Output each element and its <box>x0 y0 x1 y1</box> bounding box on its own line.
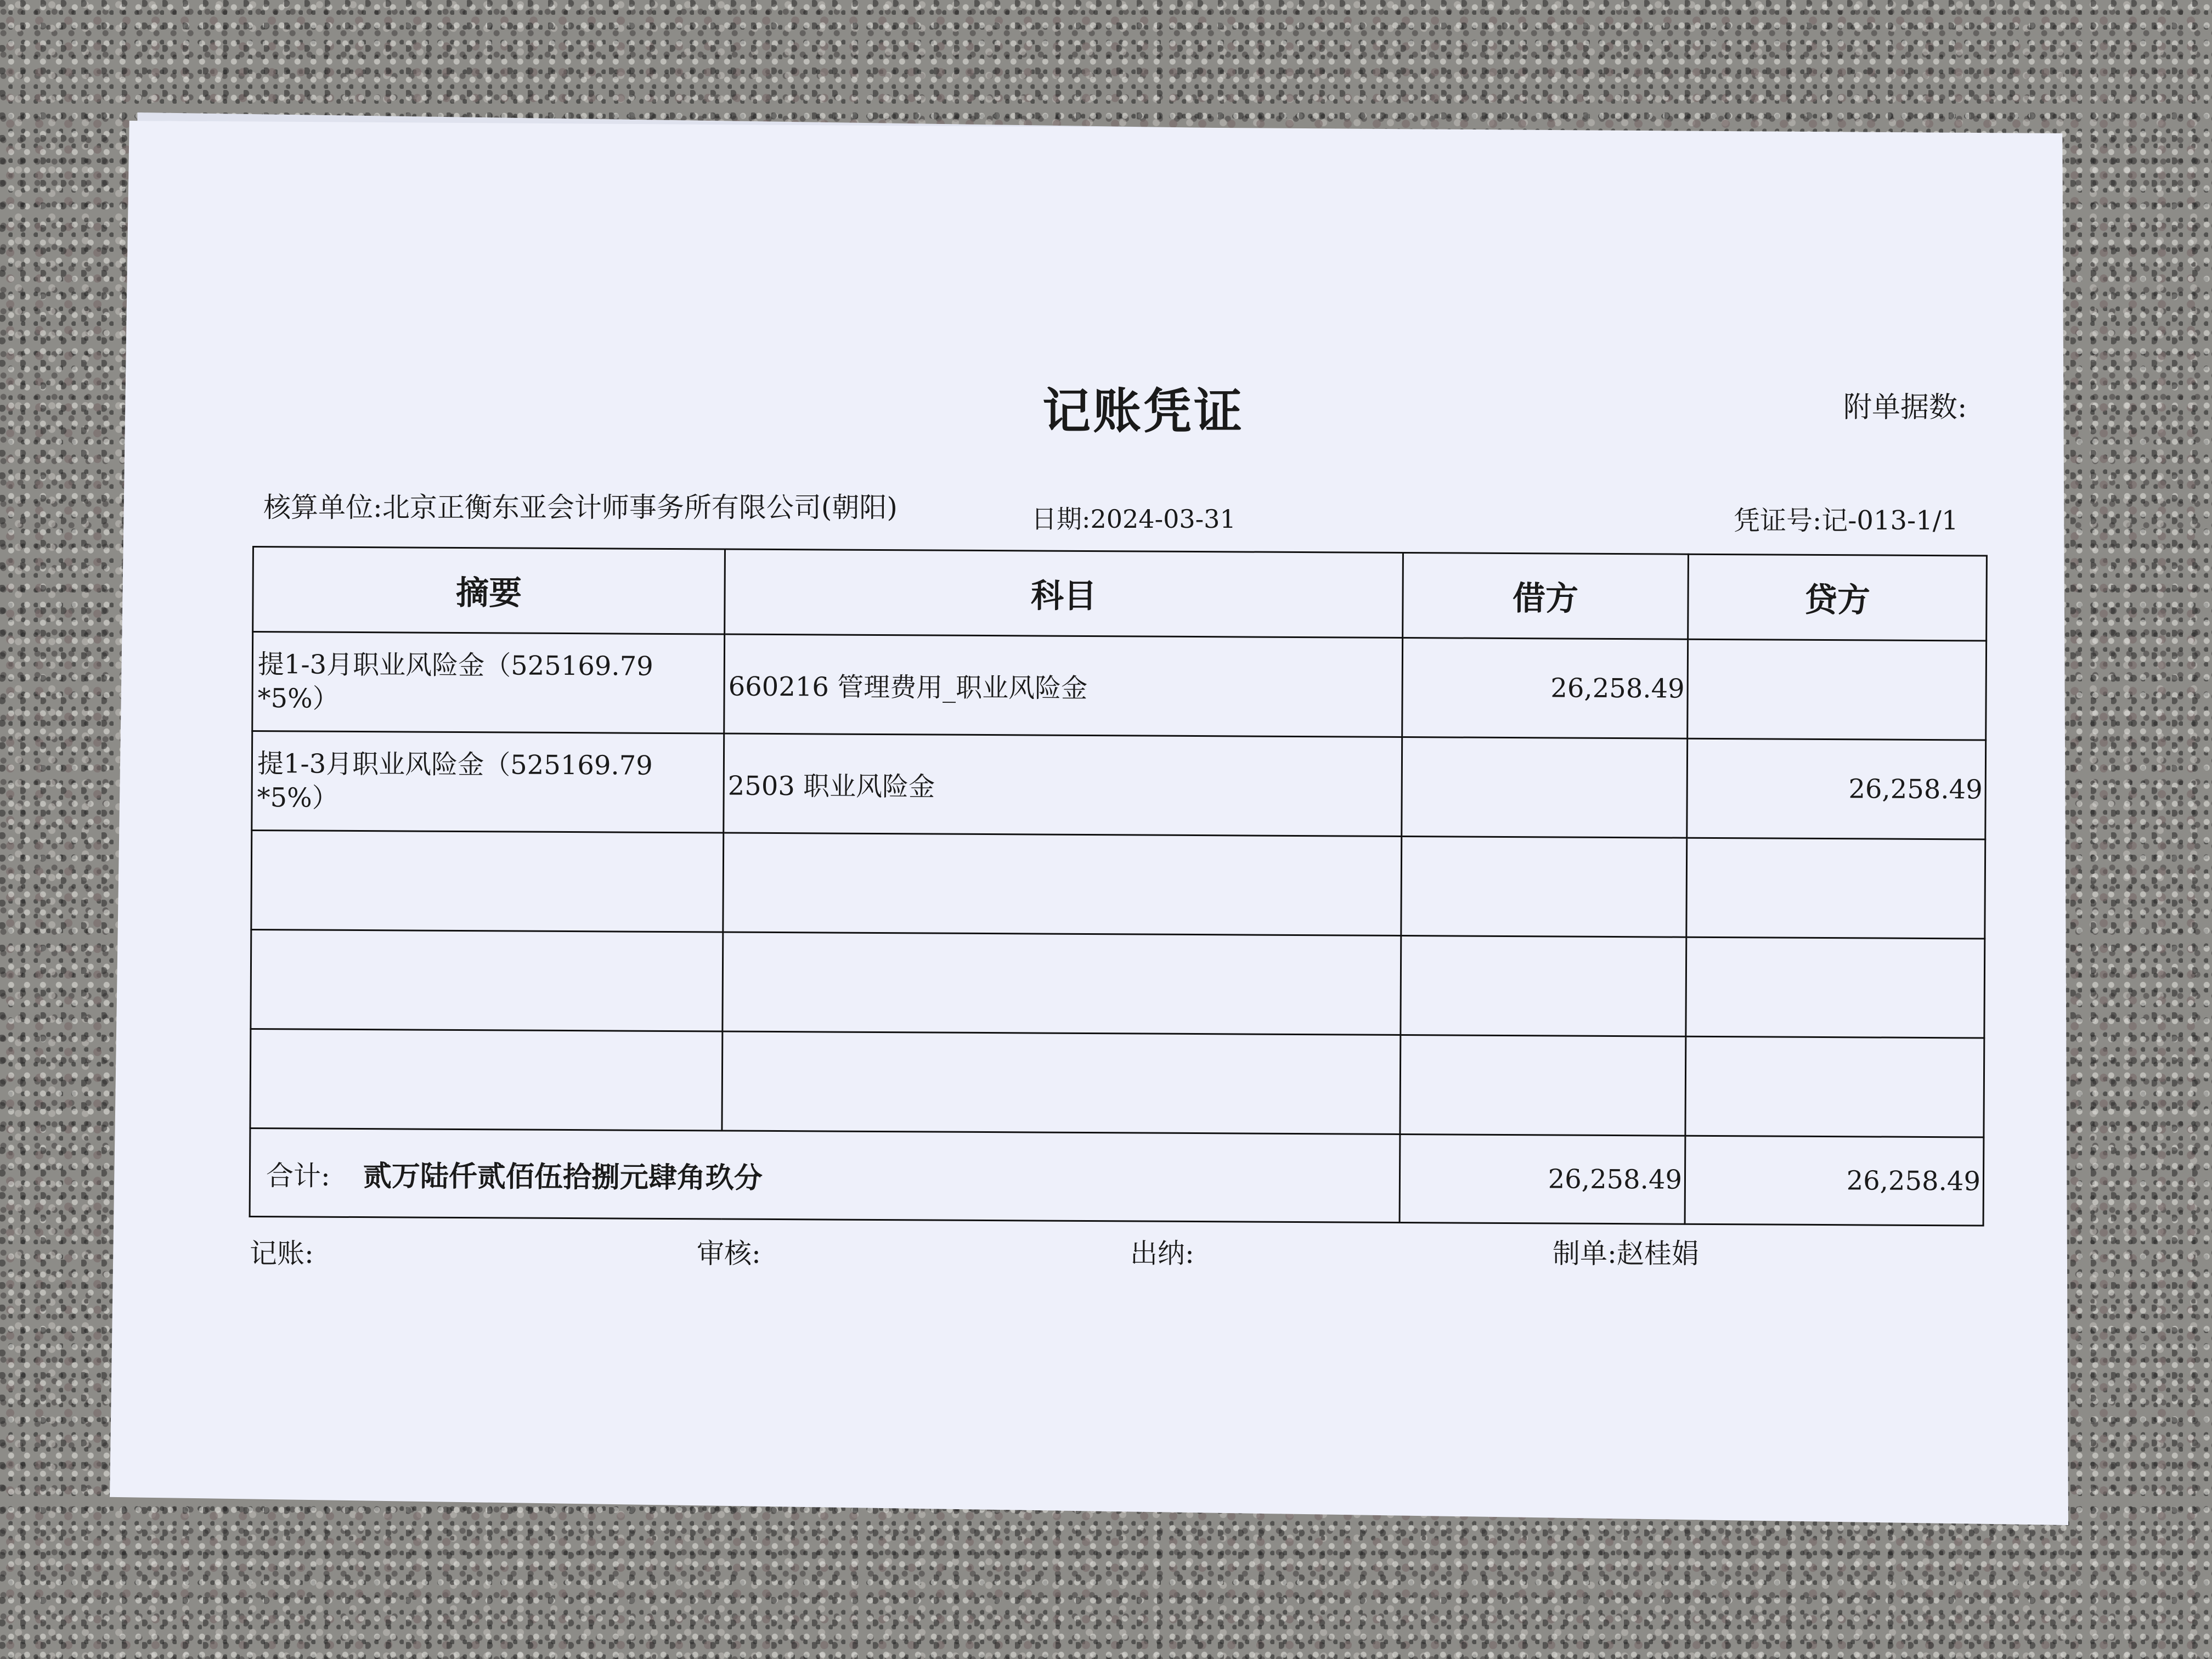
empty-cell <box>1685 1036 1984 1137</box>
summary-line: 提1-3月职业风险金（525169.79 <box>257 748 653 781</box>
row-debit: 26,258.49 <box>1402 637 1688 738</box>
total-row <box>250 1128 1984 1226</box>
row-debit <box>1402 737 1688 838</box>
accounting-unit <box>263 486 898 525</box>
row-summary <box>252 731 724 833</box>
total-amount-in-words: 贰万陆仟贰佰伍拾捌元肆角玖分 <box>363 1159 763 1195</box>
summary-line: *5%） <box>257 782 338 814</box>
table-row <box>252 632 1987 741</box>
table-row-empty <box>251 929 1985 1038</box>
empty-cell <box>1686 937 1985 1038</box>
summary-line: 提1-3月职业风险金（525169.79 <box>257 649 653 682</box>
row-credit <box>1688 639 1987 740</box>
voucher-number-label: 凭证号: <box>1734 505 1822 536</box>
empty-cell <box>251 831 724 933</box>
voucher-number <box>1734 499 1959 537</box>
accounting-unit-label: 核算单位: <box>263 492 382 523</box>
total-debit: 26,258.49 <box>1400 1134 1685 1224</box>
table-row-empty <box>250 1029 1984 1137</box>
header-account: 科目 <box>725 549 1403 637</box>
bookkeeper-signature: 记账: <box>250 1238 314 1269</box>
empty-cell <box>251 929 723 1031</box>
table-row-empty <box>251 831 1985 939</box>
empty-cell <box>1686 838 1985 939</box>
summary-line: *5%） <box>257 683 339 714</box>
reviewer-signature: 审核: <box>697 1238 761 1269</box>
total-label-cell <box>250 1128 1400 1222</box>
row-account: 660216 管理费用_职业风险金 <box>724 634 1403 737</box>
empty-cell <box>1401 836 1687 937</box>
voucher-title: 记账凭证 <box>1042 382 1245 439</box>
row-credit: 26,258.49 <box>1687 738 1986 839</box>
maker-label: 制单: <box>1553 1238 1617 1269</box>
empty-cell <box>250 1029 723 1131</box>
voucher-number-value: 记-013-1/1 <box>1821 505 1959 536</box>
row-account: 2503 职业风险金 <box>724 733 1402 836</box>
empty-cell <box>1400 1035 1686 1136</box>
voucher-date <box>1031 499 1236 535</box>
voucher-table <box>249 546 1988 1227</box>
total-credit: 26,258.49 <box>1685 1136 1984 1226</box>
accounting-unit-name: 北京正衡东亚会计师事务所有限公司(朝阳) <box>382 492 898 523</box>
maker-signature <box>1553 1232 1699 1271</box>
empty-cell <box>723 833 1402 935</box>
header-debit: 借方 <box>1403 552 1689 639</box>
empty-cell <box>722 1031 1401 1134</box>
header-credit: 贷方 <box>1688 554 1987 641</box>
cashier-signature: 出纳: <box>1130 1238 1194 1269</box>
empty-cell <box>1401 935 1686 1036</box>
total-label: 合计: <box>266 1159 331 1192</box>
attachments-count-label: 附单据数: <box>1843 391 1967 424</box>
table-row <box>252 731 1986 840</box>
table-header-row <box>253 547 1987 641</box>
date-value: 2024-03-31 <box>1090 504 1236 534</box>
header-summary: 摘要 <box>253 547 725 635</box>
row-summary <box>252 632 725 734</box>
date-label: 日期: <box>1031 504 1091 534</box>
empty-cell <box>723 932 1401 1035</box>
maker-name: 赵桂娟 <box>1616 1238 1699 1269</box>
